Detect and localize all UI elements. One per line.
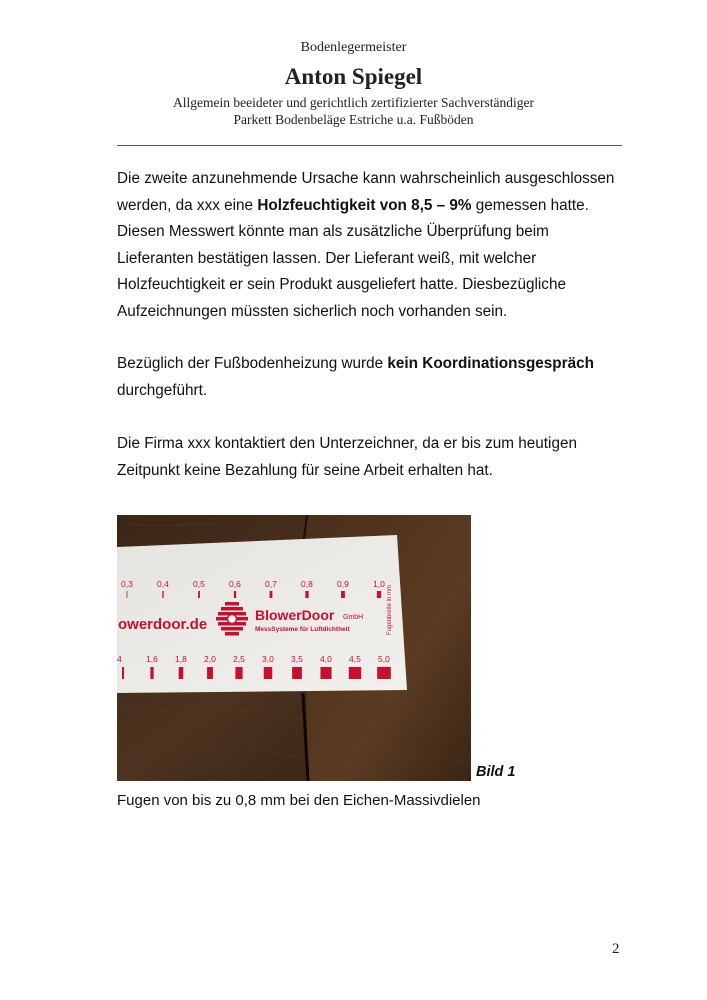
ruler-tick-label: 0,9 <box>337 579 349 589</box>
ruler-tick <box>234 591 236 598</box>
paragraph-text: durchgeführt. <box>117 381 208 399</box>
ruler-tick <box>162 591 163 598</box>
emphasis-text: Holzfeuchtigkeit von 8,5 – 9% <box>257 196 472 214</box>
ruler-tick-label: 0,7 <box>265 579 277 589</box>
floor-gap-photo <box>117 515 471 781</box>
emphasis-text: kein Koordinationsgespräch <box>387 355 594 372</box>
page-number: 2 <box>612 941 620 957</box>
figure-caption: Fugen von bis zu 0,8 mm bei den Eichen-Massivdielen <box>117 792 481 809</box>
ruler-tick <box>150 667 153 679</box>
ruler-side-text: Fugenbreite in mm <box>387 584 393 635</box>
ruler-tick-label: 2,5 <box>233 654 245 664</box>
credentials-line: Allgemein beeideter und gerichtlich zertifizierter Sachverständiger <box>173 95 534 110</box>
figure-label: Bild 1 <box>476 764 516 780</box>
ruler-tick <box>235 667 242 679</box>
ruler-tick <box>122 667 124 679</box>
ruler-tick-label: 0,8 <box>301 579 313 589</box>
ruler-tick-label: 0,3 <box>121 579 133 589</box>
ruler-tick <box>198 591 200 598</box>
ruler-tick <box>127 591 128 598</box>
ruler-tick <box>179 667 184 679</box>
paragraph-heating <box>117 351 627 404</box>
ruler-tick <box>264 667 273 679</box>
ruler-tick-label: 1,8 <box>175 654 187 664</box>
specialties-line: Parkett Bodenbeläge Estriche u.a. Fußböden <box>233 112 474 127</box>
ruler-tick-label: 2,0 <box>204 654 216 664</box>
profession-title: Bodenlegermeister <box>300 40 407 55</box>
ruler-tick-label: 1,6 <box>146 654 158 664</box>
ruler-tick-label: 0,5 <box>193 579 205 589</box>
paragraph-text: Bezüglich der Fußbodenheizung wurde <box>117 355 388 372</box>
ruler-tick-label: 4 <box>117 654 122 664</box>
ruler-tick-label: 4,0 <box>320 654 332 664</box>
ruler-tick <box>377 591 381 598</box>
ruler-tick <box>349 667 361 679</box>
ruler-tick <box>292 667 302 679</box>
ruler-tick-label: 0,4 <box>157 579 169 589</box>
brand-name: BlowerDoor <box>255 607 335 623</box>
letterhead <box>0 38 707 128</box>
ruler-tick <box>377 667 391 679</box>
paragraph-text: gemessen hatte. Diesen Messwert könnte man als zusätzliche Überprüfung beim Lieferanten bestätigen lassen. Der Lieferant weiß, mit welcher Holzfeuchtigkeit er sein Produkt ausgeliefert hatte. Diesbezügliche Aufzeichnungen müssten sicherlich noch vorhanden sein. <box>117 196 589 320</box>
ruler-tick <box>270 591 273 598</box>
ruler-tick <box>341 591 345 598</box>
ruler-tick <box>320 667 331 679</box>
paragraph-text: Die zweite anzunehmende Ursache kann wahrscheinlich ausgeschlossen werden, da xxx eine <box>117 170 615 214</box>
ruler-tick <box>207 667 213 679</box>
ruler-tick <box>305 591 308 598</box>
ruler-tick-label: 1,0 <box>373 579 385 589</box>
ruler-tick-label: 3,5 <box>291 654 303 664</box>
brand-url: owerdoor.de <box>118 616 208 633</box>
ruler-tick-label: 0,6 <box>229 579 241 589</box>
paragraph-payment: Die Firma xxx kontaktiert den Unterzeichner, da er bis zum heutigen Zeitpunkt keine Bezahlung für seine Arbeit erhalten hat. <box>117 435 577 479</box>
author-name: Anton Spiegel <box>284 64 423 89</box>
paragraph-moisture <box>117 166 627 325</box>
ruler-tick-label: 5,0 <box>378 654 390 664</box>
brand-tagline: MessSysteme für Luftdichtheit <box>255 626 350 633</box>
brand-suffix: GmbH <box>343 614 364 621</box>
ruler-tick-label: 4,5 <box>349 654 361 664</box>
ruler-tick-label: 3,0 <box>262 654 274 664</box>
header-divider <box>117 145 622 146</box>
